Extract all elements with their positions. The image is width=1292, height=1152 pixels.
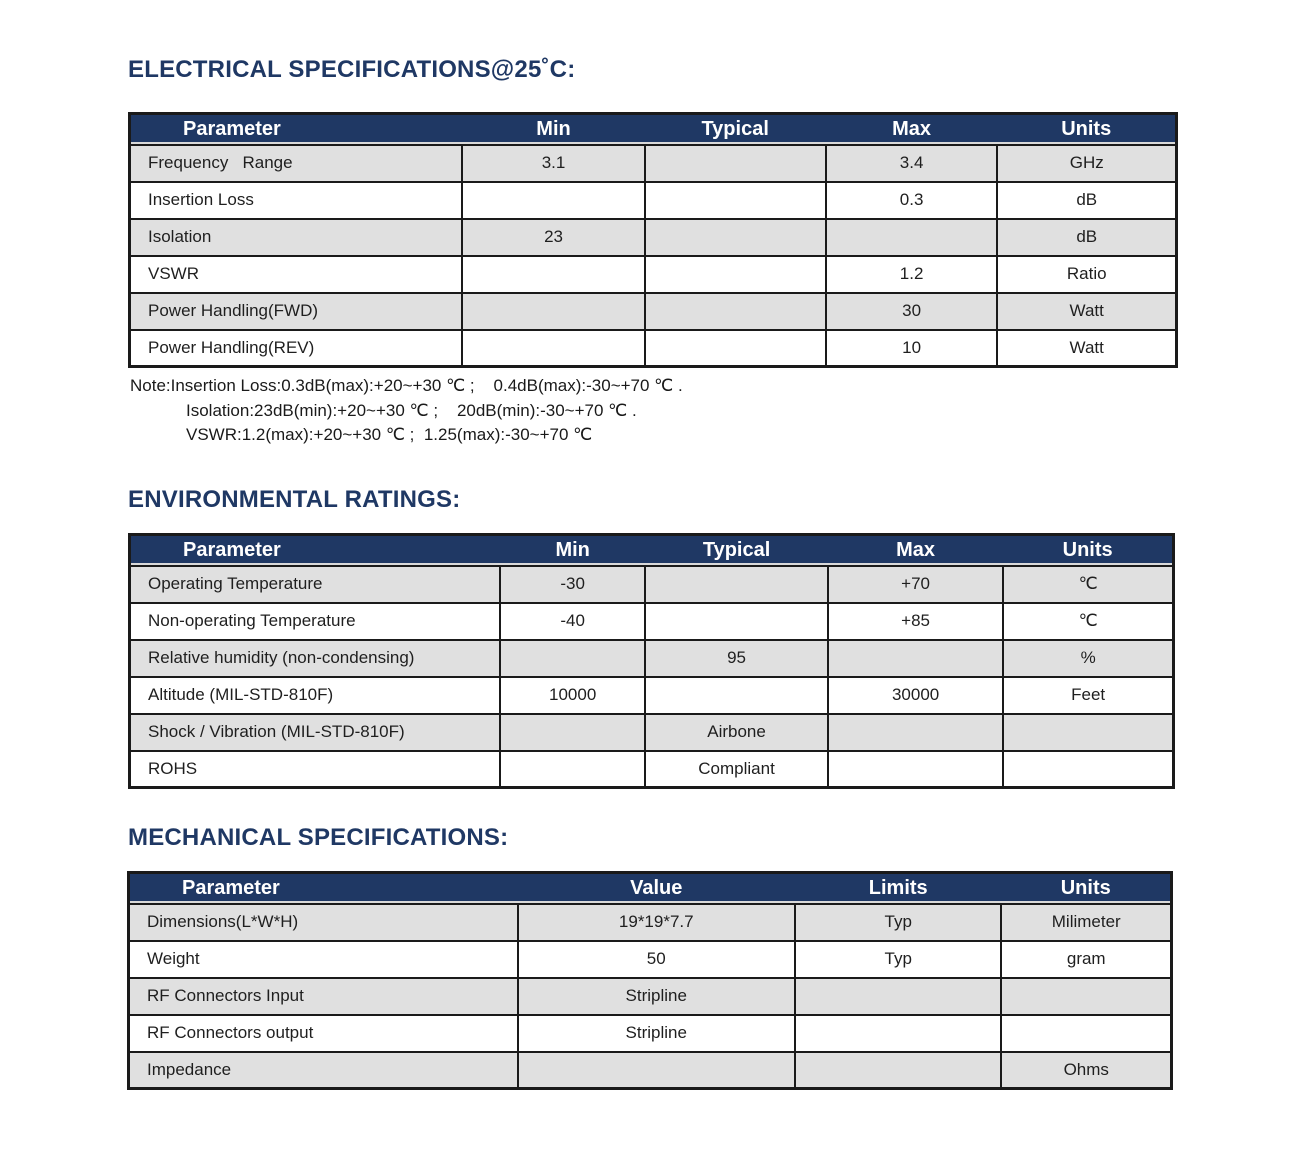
value-cell: +85 xyxy=(828,603,1003,640)
section-title-mechanical: MECHANICAL SPECIFICATIONS: xyxy=(128,824,509,851)
column-header-limits: Limits xyxy=(795,873,1002,904)
value-cell xyxy=(1003,714,1173,751)
column-header-units: Units xyxy=(1003,535,1173,566)
table-row xyxy=(130,751,1174,788)
value-cell xyxy=(645,182,826,219)
parameter-cell: VSWR xyxy=(130,256,463,293)
parameter-cell: Operating Temperature xyxy=(130,566,501,603)
table-row xyxy=(130,603,1174,640)
value-cell xyxy=(500,714,645,751)
section-title-environmental: ENVIRONMENTAL RATINGS: xyxy=(128,486,461,513)
value-cell: Airbone xyxy=(645,714,828,751)
parameter-cell: Frequency Range xyxy=(130,145,463,182)
table-row xyxy=(130,714,1174,751)
table-row xyxy=(130,145,1177,182)
column-header-max: Max xyxy=(828,535,1003,566)
value-cell xyxy=(462,256,644,293)
table-row xyxy=(130,640,1174,677)
column-header-units: Units xyxy=(997,114,1176,145)
table-row xyxy=(130,677,1174,714)
value-cell: Typ xyxy=(795,904,1002,941)
parameter-cell: RF Connectors output xyxy=(129,1015,518,1052)
column-header-max: Max xyxy=(826,114,998,145)
value-cell: 30000 xyxy=(828,677,1003,714)
parameter-cell: ROHS xyxy=(130,751,501,788)
table-row xyxy=(130,182,1177,219)
note-line: Note:Insertion Loss:0.3dB(max):+20~+30 ℃ ; 0.4dB(max):-30~+70 ℃ . xyxy=(130,376,683,395)
column-header-typical: Typical xyxy=(645,114,826,145)
value-cell xyxy=(645,566,828,603)
parameter-cell: Relative humidity (non-condensing) xyxy=(130,640,501,677)
column-header-min: Min xyxy=(500,535,645,566)
parameter-cell: Dimensions(L*W*H) xyxy=(129,904,518,941)
parameter-cell: Impedance xyxy=(129,1052,518,1089)
value-cell: 50 xyxy=(518,941,795,978)
table-row xyxy=(130,256,1177,293)
note xyxy=(130,374,683,448)
value-cell xyxy=(500,640,645,677)
value-cell: 1.2 xyxy=(826,256,998,293)
column-header-parameter: Parameter xyxy=(129,873,518,904)
value-cell xyxy=(795,1052,1002,1089)
column-header-value: Value xyxy=(518,873,795,904)
value-cell: Ratio xyxy=(997,256,1176,293)
value-cell: ℃ xyxy=(1003,603,1173,640)
section-title-electrical: ELECTRICAL SPECIFICATIONS@25˚C: xyxy=(128,56,576,83)
value-cell: 3.1 xyxy=(462,145,644,182)
table-row xyxy=(129,1052,1172,1089)
value-cell xyxy=(645,677,828,714)
value-cell xyxy=(645,256,826,293)
parameter-cell: RF Connectors Input xyxy=(129,978,518,1015)
value-cell: Compliant xyxy=(645,751,828,788)
value-cell: dB xyxy=(997,219,1176,256)
value-cell: GHz xyxy=(997,145,1176,182)
note-line: VSWR:1.2(max):+20~+30 ℃ ; 1.25(max):-30~+70 ℃ xyxy=(186,425,593,444)
table-row xyxy=(130,566,1174,603)
column-header-typical: Typical xyxy=(645,535,828,566)
parameter-cell: Altitude (MIL-STD-810F) xyxy=(130,677,501,714)
value-cell xyxy=(462,293,644,330)
parameter-cell: Shock / Vibration (MIL-STD-810F) xyxy=(130,714,501,751)
column-header-units: Units xyxy=(1001,873,1171,904)
value-cell: Milimeter xyxy=(1001,904,1171,941)
value-cell: Stripline xyxy=(518,1015,795,1052)
value-cell xyxy=(518,1052,795,1089)
value-cell xyxy=(500,751,645,788)
value-cell: Stripline xyxy=(518,978,795,1015)
value-cell: Watt xyxy=(997,293,1176,330)
value-cell xyxy=(645,330,826,367)
value-cell xyxy=(1001,1015,1171,1052)
value-cell xyxy=(645,603,828,640)
value-cell xyxy=(645,219,826,256)
parameter-cell: Power Handling(FWD) xyxy=(130,293,463,330)
environmental-ratings-table xyxy=(128,533,1175,789)
value-cell: dB xyxy=(997,182,1176,219)
value-cell xyxy=(462,330,644,367)
value-cell xyxy=(828,640,1003,677)
value-cell: -30 xyxy=(500,566,645,603)
note-line: Isolation:23dB(min):+20~+30 ℃ ; 20dB(min):-30~+70 ℃ . xyxy=(186,400,637,420)
value-cell xyxy=(828,714,1003,751)
table-row xyxy=(129,941,1172,978)
value-cell xyxy=(795,1015,1002,1052)
mechanical-specs-table xyxy=(127,871,1173,1090)
table-row xyxy=(130,330,1177,367)
table-row xyxy=(129,904,1172,941)
electrical-specs-table xyxy=(128,112,1178,368)
value-cell: ℃ xyxy=(1003,566,1173,603)
value-cell: Watt xyxy=(997,330,1176,367)
value-cell: 3.4 xyxy=(826,145,998,182)
value-cell: Typ xyxy=(795,941,1002,978)
value-cell: +70 xyxy=(828,566,1003,603)
parameter-cell: Power Handling(REV) xyxy=(130,330,463,367)
table-row xyxy=(130,219,1177,256)
parameter-cell: Weight xyxy=(129,941,518,978)
value-cell: Ohms xyxy=(1001,1052,1171,1089)
header-row xyxy=(130,114,1177,145)
parameter-cell: Isolation xyxy=(130,219,463,256)
value-cell: gram xyxy=(1001,941,1171,978)
column-header-parameter: Parameter xyxy=(130,114,463,145)
value-cell xyxy=(828,751,1003,788)
value-cell: 10 xyxy=(826,330,998,367)
value-cell xyxy=(645,293,826,330)
column-header-parameter: Parameter xyxy=(130,535,501,566)
value-cell xyxy=(826,219,998,256)
value-cell: 30 xyxy=(826,293,998,330)
value-cell xyxy=(462,182,644,219)
value-cell: 19*19*7.7 xyxy=(518,904,795,941)
value-cell: Feet xyxy=(1003,677,1173,714)
header-row xyxy=(130,535,1174,566)
table-row xyxy=(129,978,1172,1015)
header-row xyxy=(129,873,1172,904)
value-cell: 10000 xyxy=(500,677,645,714)
column-header-min: Min xyxy=(462,114,644,145)
value-cell: % xyxy=(1003,640,1173,677)
table-row xyxy=(129,1015,1172,1052)
table-row xyxy=(130,293,1177,330)
value-cell: -40 xyxy=(500,603,645,640)
value-cell: 0.3 xyxy=(826,182,998,219)
value-cell xyxy=(645,145,826,182)
value-cell: 95 xyxy=(645,640,828,677)
value-cell xyxy=(1003,751,1173,788)
value-cell: 23 xyxy=(462,219,644,256)
value-cell xyxy=(1001,978,1171,1015)
parameter-cell: Non-operating Temperature xyxy=(130,603,501,640)
value-cell xyxy=(795,978,1002,1015)
parameter-cell: Insertion Loss xyxy=(130,182,463,219)
